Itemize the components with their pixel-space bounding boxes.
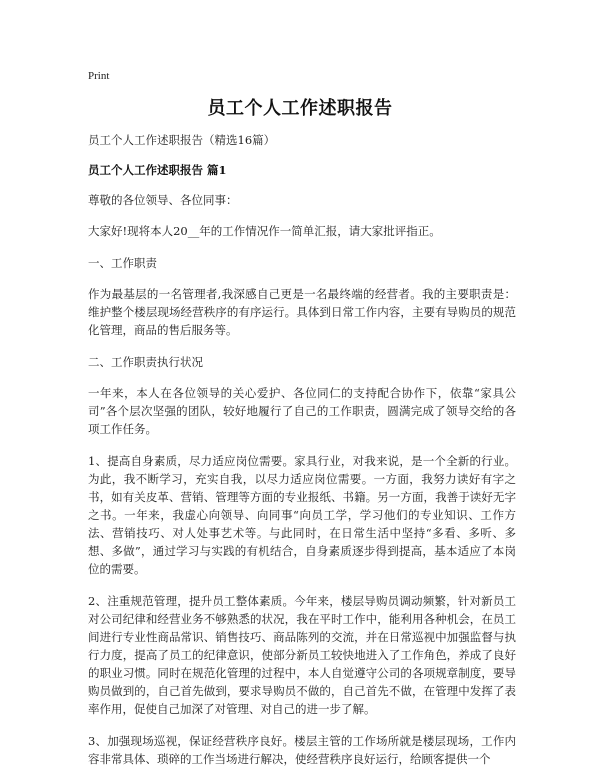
document-subtitle: 员工个人工作述职报告（精选16篇） [88,133,276,147]
document-body [88,131,516,782]
print-link[interactable]: Print [88,70,110,82]
item-1-paragraph: 1、提高自身素质，尽力适应岗位需要。家具行业，对我来说，是一个全新的行业。为此，我不断学习，充实自我，以尽力适应岗位需要。一方面，我努力读好有字之书，如有关皮革、营销、管理等方面的专业报纸、书籍。另一方面，我善于读好无字之书。一年来，我虚心向领导、向同事“向员工学，学习他们的专业知识、工作方法、营销技巧、对人处事艺术等。与此同时，在日常生活中坚持“多看、多听、多想、多做”，通过学习与实践的有机结合，自身素质逐步得到提高，基本适应了本岗位的需要。 [88,454,516,576]
intro-paragraph: 大家好!现将本人20__年的工作情况作一简单汇报，请大家批评指正。 [88,224,441,238]
document-title: 员工个人工作述职报告 [207,98,393,119]
section-heading: 员工个人工作述职报告 篇1 [88,163,227,177]
section-2-paragraph: 一年来，本人在各位领导的关心爱护、各位同仁的支持配合协作下，依靠“家具公司”各个层次坚强的团队，较好地履行了自己的工作职责，圆满完成了领导交给的各项工作任务。 [88,386,516,436]
item-2-paragraph: 2、注重规范管理，提升员工整体素质。今年来，楼层导购员调动频繁，针对新员工对公司纪律和经营业务不够熟悉的状况，我在平时工作中，能利用各种机会，在员工间进行专业性商品常识、销售技巧、商品陈列的交流，并在日常巡视中加强监督与执行力度，提高了员工的纪律意识，使部分新员工较快地进入了工作角色，养成了良好的职业习惯。同时在规范化管理的过程中，本人自觉遵守公司的各项规章制度，要导购员做到的，自己首先做到，要求导购员不做的，自己首先不做，在管理中发挥了表率作用，促使自己加深了对管理、对自己的进一步了解。 [88,594,516,716]
item-3-paragraph: 3、加强现场巡视，保证经营秩序良好。楼层主管的工作场所就是楼层现场，工作内容非常具体、琐碎的工作当场进行解决，使经营秩序良好运行，给顾客提供一个 [88,734,516,766]
section-2-heading: 二、工作职责执行状况 [88,355,203,369]
greeting: 尊敬的各位领导、各位同事： [88,193,238,207]
section-1-paragraph: 作为最基层的一名管理者,我深感自己更是一名最终端的经营者。我的主要职责是：维护整个楼层现场经营秩序的有序运行。具体到日常工作内容，主要有导购员的规范化管理，商品的售后服务等。 [88,287,516,337]
section-1-heading: 一、工作职责 [88,256,157,270]
